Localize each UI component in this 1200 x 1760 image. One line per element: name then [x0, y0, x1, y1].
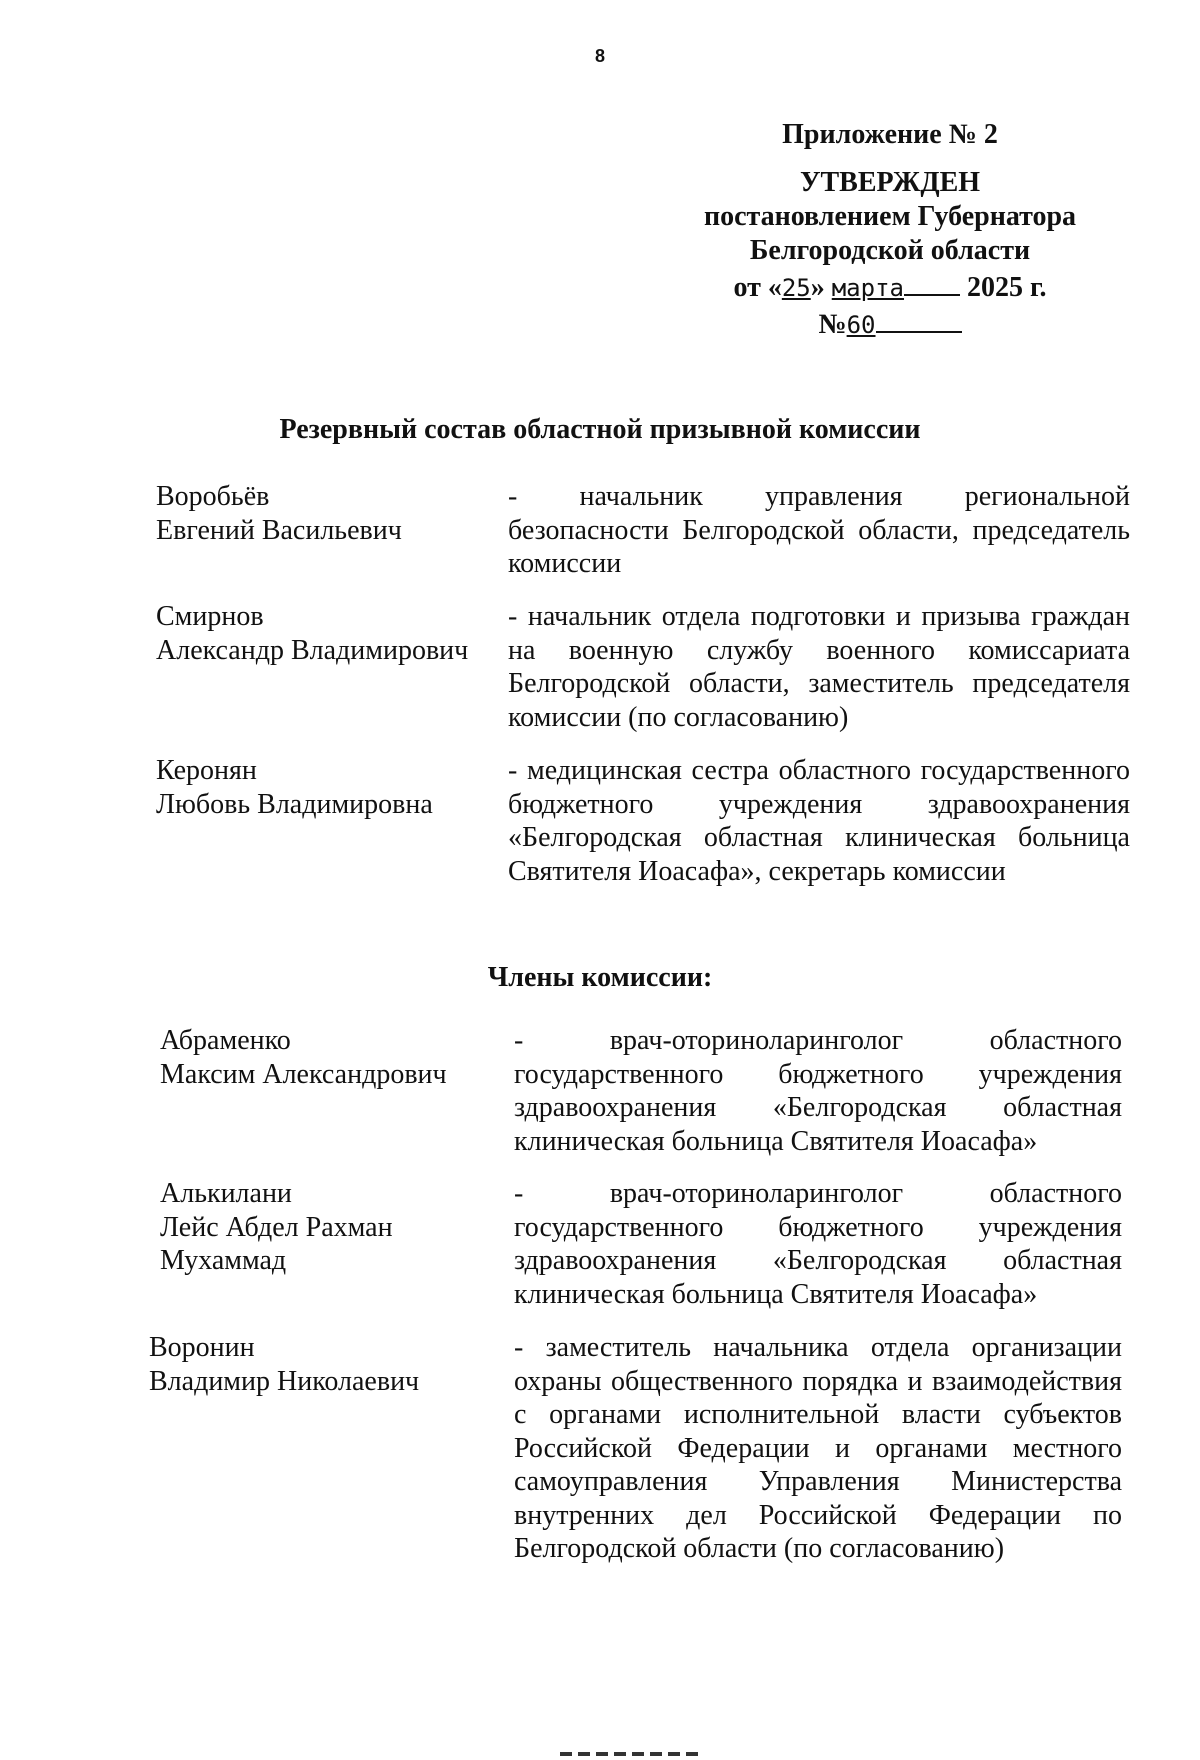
member-given-name: Александр Владимирович: [156, 634, 469, 666]
approval-block: [660, 118, 1120, 342]
date-blank: [904, 268, 960, 296]
member-given-name-cont: Мухаммад: [160, 1245, 287, 1276]
number-prefix: №: [818, 309, 847, 340]
approved-by-line-2: Белгородской области: [749, 235, 1031, 266]
document-title: Резервный состав областной призывной комиссии: [279, 414, 921, 445]
member-name: [156, 600, 496, 667]
date-month: марта: [831, 274, 904, 302]
member-surname: Абраменко: [160, 1025, 291, 1056]
member-role: - медицинская сестра областного государственного бюджетного учреждения здравоохранения «Белгородская областная клиническая больница Святителя Иоасафа», секретарь комиссии: [508, 755, 1130, 887]
date-mid: »: [810, 272, 825, 303]
date-prefix: от «: [733, 272, 782, 303]
member-name: [156, 480, 496, 547]
member-name: [149, 1331, 489, 1398]
member-name: [156, 754, 496, 821]
member-surname: Воронин: [149, 1332, 255, 1363]
member-given-name: Любовь Владимировна: [156, 788, 433, 820]
member-role: - начальник отдела подготовки и призыва граждан на военную службу военного комиссариата Белгородской области, заместитель председателя комиссии (по согласованию): [508, 601, 1130, 733]
approval-number: [660, 305, 1120, 342]
member-name: [160, 1024, 500, 1091]
member-given-name: Лейс Абдел Рахман: [160, 1211, 393, 1243]
member-name: [160, 1177, 500, 1278]
number-blank: [876, 305, 962, 333]
members-section-title: Члены комиссии:: [487, 962, 713, 993]
approved-by-line-1: постановлением Губернатора: [703, 201, 1077, 232]
member-given-name: Евгений Васильевич: [156, 514, 402, 546]
member-role: - врач-оториноларинголог областного государственного бюджетного учреждения здравоохранения «Белгородская областная клиническая больница Святителя Иоасафа»: [514, 1178, 1122, 1310]
member-surname: Смирнов: [156, 601, 264, 632]
member-given-name: Максим Александрович: [160, 1058, 447, 1090]
member-role: - начальник управления региональной безопасности Белгородской области, председатель комиссии: [508, 481, 1130, 579]
member-role: - заместитель начальника отдела организации охраны общественного порядка и взаимодействия с органами исполнительной власти субъектов Российской Федерации и органами местного самоуправления Управления Министерства внутренних дел Российской Федерации по Белгородской области (по согласованию): [514, 1332, 1122, 1564]
approved-label: УТВЕРЖДЕН: [799, 167, 981, 198]
member-surname: Воробьёв: [156, 481, 270, 512]
approval-date: [660, 268, 1120, 305]
footer-mark: [560, 1752, 700, 1756]
member-given-name: Владимир Николаевич: [149, 1365, 420, 1397]
member-role: - врач-оториноларинголог областного государственного бюджетного учреждения здравоохранения «Белгородская областная клиническая больница Святителя Иоасафа»: [514, 1025, 1122, 1157]
date-day: 25: [781, 274, 811, 302]
number-value: 60: [846, 311, 876, 339]
member-surname: Керонян: [156, 755, 257, 786]
date-year: 2025 г.: [966, 272, 1047, 303]
member-surname: Алькилани: [160, 1178, 292, 1209]
appendix-label: Приложение № 2: [782, 119, 998, 150]
page-number: 8: [594, 46, 605, 66]
